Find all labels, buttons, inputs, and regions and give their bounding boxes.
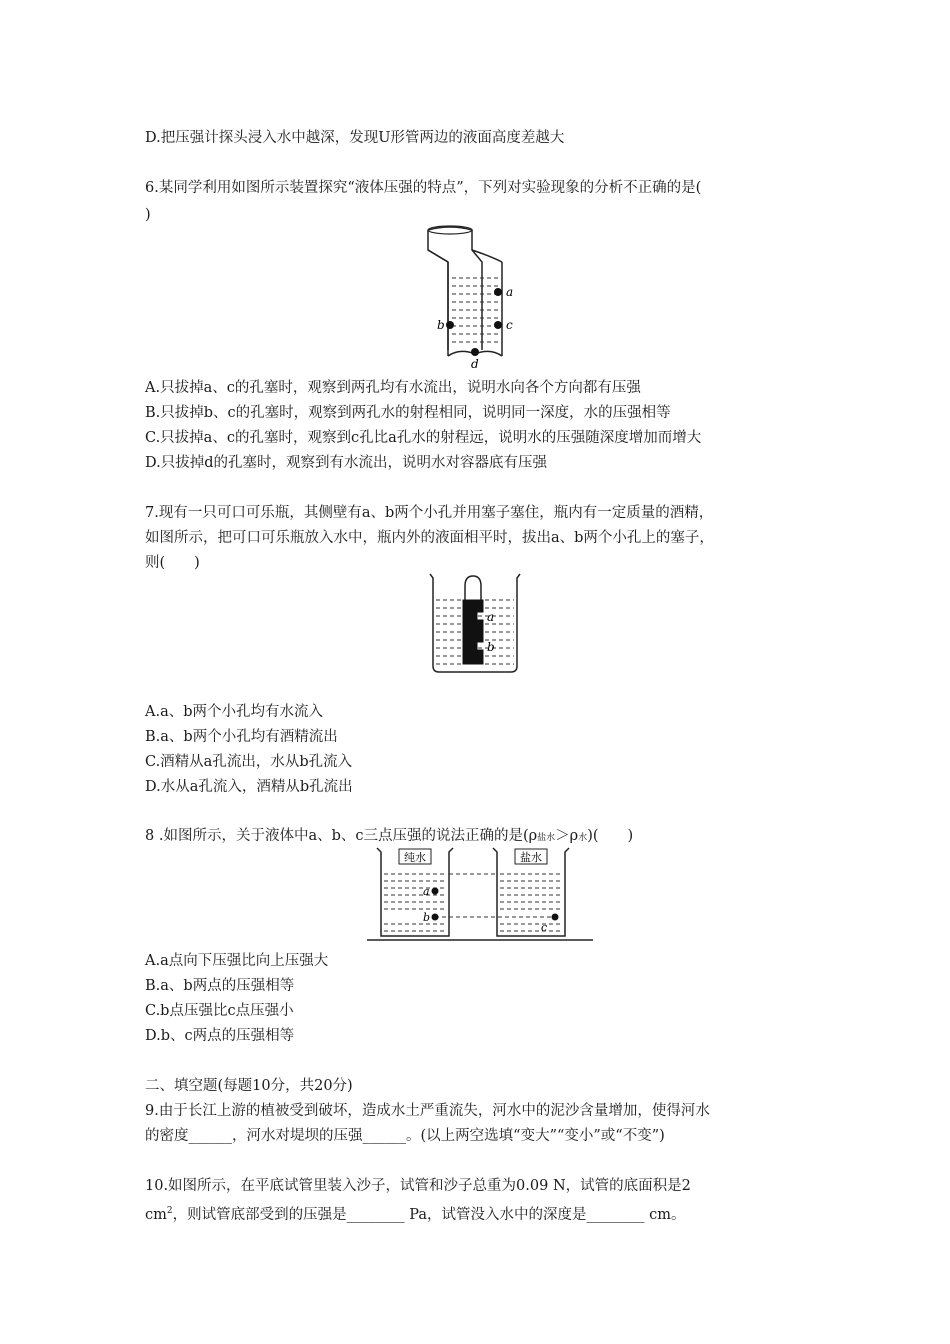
q8-option-c: C.b点压强比c点压强小 xyxy=(145,1003,294,1019)
q7-label-a: a xyxy=(487,610,495,624)
q7-stem-line3: 则( ) xyxy=(145,555,200,571)
q8-point-a xyxy=(432,888,439,895)
q5-option-d: D.把压强计探头浸入水中越深，发现U形管两边的液面高度差越大 xyxy=(145,130,565,146)
q6-hole-c xyxy=(494,321,502,329)
q6-bottle-left-wall-top xyxy=(428,230,448,350)
q7-option-d: D.水从a孔流入，酒精从b孔流出 xyxy=(145,779,353,795)
q7-stem-line2: 如图所示，把可口可乐瓶放入水中，瓶内外的液面相平时，拔出a、b两个小孔上的塞子， xyxy=(145,530,714,546)
q10-line2 xyxy=(145,1201,685,1225)
q6-label-b: b xyxy=(437,318,445,332)
q8-option-d: D.b、c两点的压强相等 xyxy=(145,1028,295,1044)
q8-water-lines xyxy=(384,874,562,931)
q8-label-b: b xyxy=(423,911,431,924)
q8-label-pure-water: 纯水 xyxy=(404,851,426,864)
q7-bottle-in-water-figure xyxy=(425,568,525,678)
q6-hole-d xyxy=(471,348,479,356)
q7-option-c: C.酒精从a孔流出，水从b孔流入 xyxy=(145,754,353,770)
q8-stem-end: )( ) xyxy=(587,828,634,844)
q6-option-b: B.只拔掉b、c的孔塞时，观察到两孔水的射程相同，说明同一深度，水的压强相等 xyxy=(145,405,671,421)
q6-label-a: a xyxy=(506,285,514,299)
q6-label-d: d xyxy=(471,357,479,371)
q6-bottle-figure xyxy=(420,222,530,372)
q6-stem-line2: ) xyxy=(145,207,151,223)
q8-stem-main: 8 .如图所示，关于液体中a、b、c三点压强的说法正确的是(ρ xyxy=(145,828,538,844)
q7-bottle-body xyxy=(463,600,483,664)
q6-water-lines xyxy=(452,278,500,342)
q8-option-b: B.a、b两点的压强相等 xyxy=(145,978,295,994)
q7-option-a: A.a、b两个小孔均有水流入 xyxy=(145,704,324,720)
q6-option-c: C.只拔掉a、c的孔塞时，观察到c孔比a孔水的射程远，说明水的压强随深度增加而增大 xyxy=(145,430,702,446)
q8-label-c: c xyxy=(541,921,548,934)
section2-heading: 二、填空题(每题10分，共20分) xyxy=(145,1078,353,1094)
q8-gt: ＞ρ xyxy=(555,828,579,844)
q10-line2-text: ，则试管底部受到的压强是________ Pa，试管没入水中的深度是________ cm。 xyxy=(172,1206,686,1223)
q8-option-a: A.a点向下压强比向上压强大 xyxy=(145,953,329,969)
q7-stem-line1: 7.现有一只可口可乐瓶，其侧壁有a、b两个小孔并用塞子塞住，瓶内有一定质量的酒精， xyxy=(145,505,714,521)
q8-label-a: a xyxy=(423,885,430,898)
q10-unit-cm: cm xyxy=(145,1206,167,1223)
q8-sub-salt: 盐水 xyxy=(537,833,556,843)
q6-label-c: c xyxy=(506,318,513,332)
q8-point-c xyxy=(552,914,559,921)
q8-point-b xyxy=(432,914,439,921)
q6-stem-line1: 6.某同学利用如图所示装置探究“液体压强的特点”，下列对实验现象的分析不正确的是( xyxy=(145,180,702,196)
q10-unit-exponent: 2 xyxy=(166,1206,173,1216)
q10-line1: 10.如图所示，在平底试管里装入沙子，试管和沙子总重为0.09 N，试管的底面积是2 xyxy=(145,1178,691,1194)
q6-hole-a xyxy=(494,288,502,296)
q9-line1: 9.由于长江上游的植被受到破坏，造成水土严重流失，河水中的泥沙含量增加，使得河水 xyxy=(145,1103,710,1119)
q8-sub-water: 水 xyxy=(578,833,588,843)
q9-line2: 的密度______，河水对堤坝的压强______。(以上两空选填“变大”“变小”或“不变”) xyxy=(145,1128,665,1144)
q7-label-b: b xyxy=(487,640,495,654)
q6-option-a: A.只拔掉a、c的孔塞时，观察到两孔均有水流出，说明水向各个方向都有压强 xyxy=(145,380,641,396)
q7-bottle-cap xyxy=(465,576,481,600)
q6-hole-b xyxy=(446,321,454,329)
q8-label-salt-water: 盐水 xyxy=(520,851,542,864)
q7-option-b: B.a、b两个小孔均有酒精流出 xyxy=(145,729,338,745)
q6-option-d: D.只拔掉d的孔塞时，观察到有水流出，说明水对容器底有压强 xyxy=(145,455,547,471)
q8-beakers-figure xyxy=(365,844,595,944)
